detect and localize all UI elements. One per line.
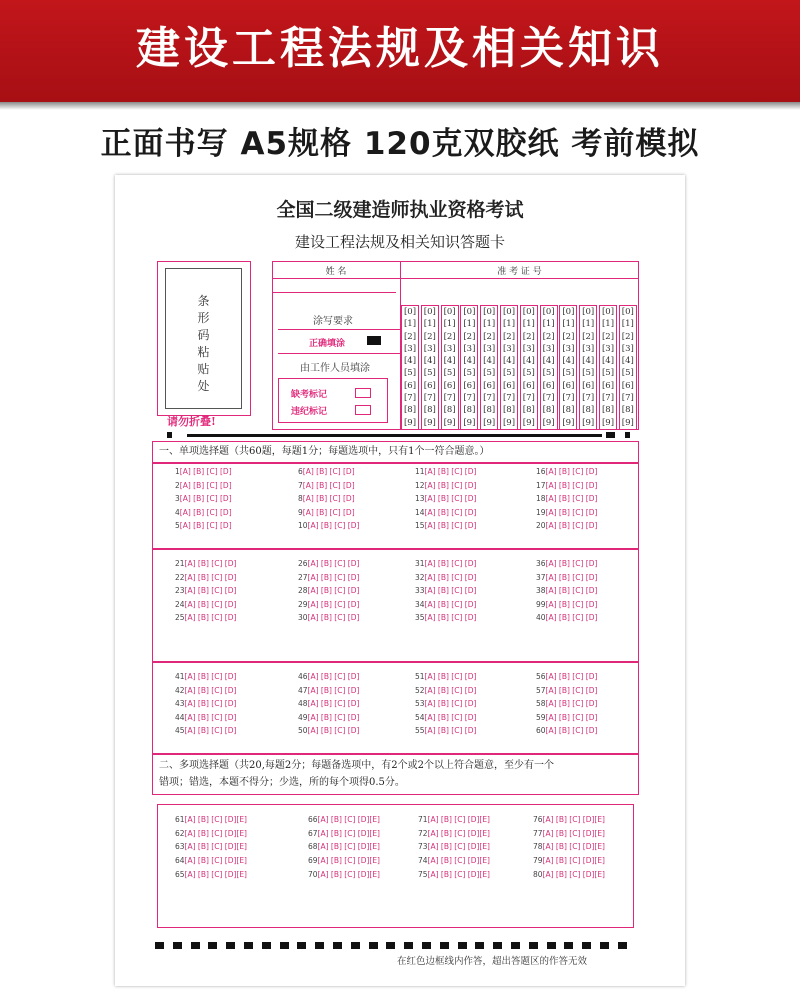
id-digit-bubble[interactable]: [0] bbox=[423, 307, 436, 317]
single-choice-question[interactable]: 15[A] [B] [C] [D] bbox=[415, 521, 477, 530]
single-choice-question[interactable]: 4[A] [B] [C] [D] bbox=[175, 507, 232, 517]
id-digit-bubble[interactable]: [4] bbox=[562, 356, 575, 367]
single-choice-question[interactable]: 10[A] [B] [C] [D] bbox=[298, 521, 360, 530]
id-digit-bubble[interactable]: [5] bbox=[621, 368, 634, 379]
id-digit-bubble[interactable]: [3] bbox=[542, 343, 555, 354]
id-digit-bubble[interactable]: [1] bbox=[601, 319, 615, 330]
barcode-area bbox=[157, 261, 251, 416]
id-digit-bubble[interactable]: [8] bbox=[423, 405, 436, 416]
id-digit-bubble[interactable]: [8] bbox=[483, 405, 496, 416]
id-digit-bubble[interactable]: [1] bbox=[443, 319, 456, 330]
violation-mark-label: 违纪标记 bbox=[291, 407, 328, 417]
id-digit-bubble[interactable]: [9] bbox=[542, 417, 555, 428]
footer-note: 在红色边框线内作答，超出答题区的作答无效 bbox=[397, 956, 588, 967]
id-digit-bubble[interactable]: [7] bbox=[483, 393, 496, 404]
single-choice-question[interactable]: 49[A] [B] [C] [D] bbox=[298, 712, 360, 722]
id-digit-bubble[interactable]: [2] bbox=[522, 331, 535, 342]
multi-choice-question[interactable]: 73[A] [B] [C] [D][E] bbox=[418, 842, 490, 852]
id-digit-bubble[interactable]: [7] bbox=[621, 393, 634, 404]
id-digit-bubble[interactable]: [9] bbox=[463, 417, 476, 428]
single-choice-question[interactable]: 21[A] [B] [C] [D] bbox=[175, 559, 237, 568]
single-choice-question[interactable]: 8[A] [B] [C] [D] bbox=[298, 494, 355, 503]
id-digit-bubble[interactable]: [8] bbox=[601, 405, 615, 416]
section2-instructions-2: 错项；错选，本题不得分；少选，所的每个项得0.5分。 bbox=[159, 777, 405, 788]
id-digit-bubble[interactable]: [6] bbox=[463, 380, 476, 391]
id-digit-bubble[interactable]: [9] bbox=[403, 417, 417, 428]
single-choice-question[interactable]: 28[A] [B] [C] [D] bbox=[298, 586, 360, 595]
id-digit-column[interactable] bbox=[421, 305, 439, 430]
id-digit-bubble[interactable]: [3] bbox=[483, 343, 496, 354]
id-digit-bubble[interactable]: [3] bbox=[562, 343, 575, 354]
id-digit-bubble[interactable]: [0] bbox=[463, 307, 476, 317]
id-digit-bubble[interactable]: [3] bbox=[403, 343, 417, 354]
single-choice-question[interactable]: 35[A] [B] [C] [D] bbox=[415, 613, 477, 622]
multi-choice-question[interactable]: 79[A] [B] [C] [D][E] bbox=[533, 856, 605, 866]
single-choice-question[interactable]: 16[A] [B] [C] [D] bbox=[536, 467, 598, 476]
id-digit-bubble[interactable]: [3] bbox=[582, 343, 595, 354]
id-digit-bubble[interactable]: [5] bbox=[463, 368, 476, 379]
multi-choice-question[interactable]: 67[A] [B] [C] [D][E] bbox=[308, 828, 380, 838]
multi-choice-question[interactable]: 76[A] [B] [C] [D][E] bbox=[533, 815, 605, 824]
multi-choice-question[interactable]: 65[A] [B] [C] [D][E] bbox=[175, 869, 247, 879]
id-digit-bubble[interactable]: [6] bbox=[403, 380, 417, 391]
id-digit-bubble[interactable]: [8] bbox=[463, 405, 476, 416]
id-digit-bubble[interactable]: [7] bbox=[502, 393, 516, 404]
id-digit-bubble[interactable]: [9] bbox=[601, 417, 615, 428]
name-field[interactable] bbox=[272, 279, 400, 292]
violation-checkbox[interactable] bbox=[355, 405, 371, 415]
id-digit-column[interactable] bbox=[619, 305, 637, 430]
id-digit-bubble[interactable]: [6] bbox=[621, 380, 634, 391]
id-digit-bubble[interactable]: [4] bbox=[483, 356, 496, 367]
id-digit-bubble[interactable]: [6] bbox=[582, 380, 595, 391]
multi-choice-question[interactable]: 80[A] [B] [C] [D][E] bbox=[533, 869, 605, 879]
filled-sample-icon bbox=[367, 336, 381, 345]
id-label: 准 考 证 号 bbox=[497, 267, 542, 277]
id-digit-column[interactable] bbox=[520, 305, 538, 430]
id-digit-bubble[interactable]: [7] bbox=[522, 393, 535, 404]
single-choice-question[interactable]: 44[A] [B] [C] [D] bbox=[175, 712, 237, 722]
multi-choice-question[interactable]: 64[A] [B] [C] [D][E] bbox=[175, 856, 247, 866]
id-digit-bubble[interactable]: [2] bbox=[423, 331, 436, 342]
multi-choice-question[interactable]: 63[A] [B] [C] [D][E] bbox=[175, 842, 247, 852]
id-digit-bubble[interactable]: [0] bbox=[403, 307, 417, 317]
single-choice-question[interactable]: 52[A] [B] [C] [D] bbox=[415, 685, 477, 695]
id-digit-column[interactable] bbox=[540, 305, 558, 430]
id-digit-bubble[interactable]: [5] bbox=[522, 368, 535, 379]
id-digit-bubble[interactable]: [2] bbox=[443, 331, 456, 342]
id-digit-bubble[interactable]: [9] bbox=[522, 417, 535, 428]
id-digit-bubble[interactable]: [2] bbox=[542, 331, 555, 342]
id-digit-bubble[interactable]: [1] bbox=[403, 319, 417, 330]
id-digit-bubble[interactable]: [9] bbox=[582, 417, 595, 428]
absent-checkbox[interactable] bbox=[355, 388, 371, 398]
single-choice-question[interactable]: 23[A] [B] [C] [D] bbox=[175, 586, 237, 595]
id-digit-bubble[interactable]: [7] bbox=[423, 393, 436, 404]
single-choice-question[interactable]: 99[A] [B] [C] [D] bbox=[536, 599, 598, 609]
multi-choice-question[interactable]: 61[A] [B] [C] [D][E] bbox=[175, 815, 247, 824]
id-digit-bubble[interactable]: [2] bbox=[502, 331, 516, 342]
single-choice-question[interactable]: 5[A] [B] [C] [D] bbox=[175, 521, 232, 530]
single-choice-question[interactable]: 1[A] [B] [C] [D] bbox=[175, 467, 232, 476]
single-choice-question[interactable]: 22[A] [B] [C] [D] bbox=[175, 572, 237, 582]
single-choice-question[interactable]: 45[A] [B] [C] [D] bbox=[175, 726, 237, 735]
id-digit-bubble[interactable]: [7] bbox=[403, 393, 417, 404]
single-choice-question[interactable]: 41[A] [B] [C] [D] bbox=[175, 672, 237, 681]
id-digit-bubble[interactable]: [7] bbox=[463, 393, 476, 404]
multi-choice-question[interactable]: 71[A] [B] [C] [D][E] bbox=[418, 815, 490, 824]
single-choice-question[interactable]: 36[A] [B] [C] [D] bbox=[536, 559, 598, 568]
card-title: 建设工程法规及相关知识答题卡 bbox=[294, 233, 505, 251]
single-choice-question[interactable]: 30[A] [B] [C] [D] bbox=[298, 613, 360, 622]
id-digit-column[interactable] bbox=[460, 305, 478, 430]
single-choice-question[interactable]: 56[A] [B] [C] [D] bbox=[536, 672, 598, 681]
single-choice-question[interactable]: 11[A] [B] [C] [D] bbox=[415, 467, 477, 476]
id-digit-bubble[interactable]: [8] bbox=[403, 405, 417, 416]
id-digit-bubble[interactable]: [1] bbox=[542, 319, 555, 330]
single-choice-question[interactable]: 20[A] [B] [C] [D] bbox=[536, 521, 598, 530]
id-digit-bubble[interactable]: [7] bbox=[582, 393, 595, 404]
multi-choice-question[interactable]: 74[A] [B] [C] [D][E] bbox=[418, 856, 490, 866]
id-digit-bubble[interactable]: [0] bbox=[522, 307, 535, 317]
single-choice-question[interactable]: 14[A] [B] [C] [D] bbox=[415, 507, 477, 517]
id-digit-bubble[interactable]: [8] bbox=[582, 405, 595, 416]
id-digit-bubble[interactable]: [9] bbox=[483, 417, 496, 428]
id-digit-bubble[interactable]: [4] bbox=[542, 356, 555, 367]
single-choice-question[interactable]: 27[A] [B] [C] [D] bbox=[298, 572, 360, 582]
product-subtitle: 正面书写 A5规格 120克双胶纸 考前模拟 bbox=[100, 126, 700, 162]
id-digit-bubble[interactable]: [4] bbox=[522, 356, 535, 367]
id-digit-bubble[interactable]: [6] bbox=[522, 380, 535, 391]
id-digit-bubble[interactable]: [5] bbox=[443, 368, 456, 379]
banner-title: 建设工程法规及相关知识 bbox=[0, 0, 800, 102]
id-digit-bubble[interactable]: [5] bbox=[483, 368, 496, 379]
single-choice-question[interactable]: 47[A] [B] [C] [D] bbox=[298, 685, 360, 695]
single-choice-question[interactable]: 17[A] [B] [C] [D] bbox=[536, 480, 598, 490]
single-choice-question[interactable]: 54[A] [B] [C] [D] bbox=[415, 712, 477, 722]
id-digit-bubble[interactable]: [2] bbox=[601, 331, 615, 342]
id-digit-bubble[interactable]: [4] bbox=[502, 356, 516, 367]
id-digit-bubble[interactable]: [3] bbox=[423, 343, 436, 354]
id-digit-bubble[interactable]: [8] bbox=[502, 405, 516, 416]
id-digit-bubble[interactable]: [1] bbox=[582, 319, 595, 330]
id-digit-column[interactable] bbox=[500, 305, 518, 430]
correct-fill-label: 正确填涂 bbox=[309, 339, 346, 349]
id-digit-bubble[interactable]: [8] bbox=[542, 405, 555, 416]
id-digit-bubble[interactable]: [4] bbox=[601, 356, 615, 367]
multi-choice-question[interactable]: 75[A] [B] [C] [D][E] bbox=[418, 869, 490, 879]
multi-choice-question[interactable]: 70[A] [B] [C] [D][E] bbox=[308, 869, 380, 879]
single-choice-question[interactable]: 42[A] [B] [C] [D] bbox=[175, 685, 237, 695]
id-digit-bubble[interactable]: [6] bbox=[601, 380, 615, 391]
id-digit-bubble[interactable]: [5] bbox=[601, 368, 615, 379]
id-digit-bubble[interactable]: [0] bbox=[502, 307, 516, 317]
id-digit-bubble[interactable]: [5] bbox=[562, 368, 575, 379]
id-digit-bubble[interactable]: [8] bbox=[522, 405, 535, 416]
id-digit-bubble[interactable]: [6] bbox=[483, 380, 496, 391]
single-choice-question[interactable]: 37[A] [B] [C] [D] bbox=[536, 572, 598, 582]
id-digit-bubble[interactable]: [6] bbox=[502, 380, 516, 391]
single-choice-question[interactable]: 55[A] [B] [C] [D] bbox=[415, 726, 477, 735]
name-label: 姓 名 bbox=[325, 267, 347, 277]
id-digit-bubble[interactable]: [5] bbox=[403, 368, 417, 379]
id-digit-bubble[interactable]: [1] bbox=[483, 319, 496, 330]
id-digit-bubble[interactable]: [8] bbox=[562, 405, 575, 416]
id-digit-bubble[interactable]: [2] bbox=[621, 331, 634, 342]
id-digit-column[interactable] bbox=[579, 305, 597, 430]
id-digit-bubble[interactable]: [1] bbox=[502, 319, 516, 330]
id-digit-bubble[interactable]: [4] bbox=[582, 356, 595, 367]
single-choice-question[interactable]: 43[A] [B] [C] [D] bbox=[175, 699, 237, 708]
fill-requirement: 涂写要求 bbox=[313, 316, 353, 327]
single-choice-question[interactable]: 19[A] [B] [C] [D] bbox=[536, 507, 598, 517]
id-digit-bubble[interactable]: [1] bbox=[463, 319, 476, 330]
id-digit-bubble[interactable]: [1] bbox=[621, 319, 634, 330]
multi-choice-question[interactable]: 77[A] [B] [C] [D][E] bbox=[533, 828, 605, 838]
id-digit-bubble[interactable]: [6] bbox=[423, 380, 436, 391]
single-choice-question[interactable]: 9[A] [B] [C] [D] bbox=[298, 507, 355, 517]
id-digit-bubble[interactable]: [5] bbox=[542, 368, 555, 379]
id-digit-bubble[interactable]: [8] bbox=[443, 405, 456, 416]
id-digit-bubble[interactable]: [0] bbox=[542, 307, 555, 317]
id-digit-column[interactable] bbox=[559, 305, 577, 430]
id-digit-bubble[interactable]: [0] bbox=[582, 307, 595, 317]
id-digit-bubble[interactable]: [1] bbox=[562, 319, 575, 330]
absent-mark-label: 缺考标记 bbox=[291, 390, 328, 400]
id-digit-bubble[interactable]: [9] bbox=[443, 417, 456, 428]
single-choice-question[interactable]: 34[A] [B] [C] [D] bbox=[415, 599, 477, 609]
id-digit-bubble[interactable]: [2] bbox=[403, 331, 417, 342]
section1-instructions: 一、单项选择题（共60题，每题1分；每题选项中，只有1个一符合题意。） bbox=[159, 446, 490, 457]
id-digit-bubble[interactable]: [3] bbox=[502, 343, 516, 354]
single-choice-question[interactable]: 25[A] [B] [C] [D] bbox=[175, 613, 237, 622]
id-digit-bubble[interactable]: [5] bbox=[502, 368, 516, 379]
staff-fill-label: 由工作人员填涂 bbox=[300, 363, 370, 374]
banner-shadow bbox=[0, 102, 800, 110]
id-digit-bubble[interactable]: [0] bbox=[601, 307, 615, 317]
id-digit-bubble[interactable]: [0] bbox=[562, 307, 575, 317]
single-choice-question[interactable]: 2[A] [B] [C] [D] bbox=[175, 480, 232, 490]
id-digit-bubble[interactable]: [5] bbox=[423, 368, 436, 379]
id-digit-bubble[interactable]: [7] bbox=[601, 393, 615, 404]
id-digit-bubble[interactable]: [4] bbox=[403, 356, 417, 367]
answer-sheet bbox=[115, 175, 685, 986]
id-digit-bubble[interactable]: [3] bbox=[443, 343, 456, 354]
id-digit-bubble[interactable]: [9] bbox=[423, 417, 436, 428]
barcode-label: 条 形 码 粘 贴 处 bbox=[197, 294, 210, 393]
id-digit-bubble[interactable]: [5] bbox=[582, 368, 595, 379]
single-choice-question[interactable]: 50[A] [B] [C] [D] bbox=[298, 726, 360, 735]
no-fold-notice: 请勿折叠! bbox=[167, 415, 216, 428]
single-choice-question[interactable]: 33[A] [B] [C] [D] bbox=[415, 586, 477, 595]
single-choice-question[interactable]: 32[A] [B] [C] [D] bbox=[415, 572, 477, 582]
single-choice-question[interactable]: 51[A] [B] [C] [D] bbox=[415, 672, 477, 681]
single-choice-question[interactable]: 31[A] [B] [C] [D] bbox=[415, 559, 477, 568]
id-digit-bubble[interactable]: [6] bbox=[562, 380, 575, 391]
id-digit-bubble[interactable]: [3] bbox=[463, 343, 476, 354]
single-choice-question[interactable]: 40[A] [B] [C] [D] bbox=[536, 613, 598, 622]
single-choice-question[interactable]: 59[A] [B] [C] [D] bbox=[536, 712, 598, 722]
id-digit-bubble[interactable]: [3] bbox=[601, 343, 615, 354]
id-digit-bubble[interactable]: [2] bbox=[582, 331, 595, 342]
single-choice-question[interactable]: 38[A] [B] [C] [D] bbox=[536, 586, 598, 595]
id-digit-bubble[interactable]: [4] bbox=[443, 356, 456, 367]
single-choice-question[interactable]: 18[A] [B] [C] [D] bbox=[536, 494, 598, 503]
id-digit-bubble[interactable]: [0] bbox=[443, 307, 456, 317]
single-choice-question[interactable]: 60[A] [B] [C] [D] bbox=[536, 726, 598, 735]
id-digit-bubble[interactable]: [7] bbox=[443, 393, 456, 404]
single-choice-question[interactable]: 7[A] [B] [C] [D] bbox=[298, 480, 355, 490]
id-digit-bubble[interactable]: [4] bbox=[423, 356, 436, 367]
multi-choice-question[interactable]: 62[A] [B] [C] [D][E] bbox=[175, 828, 247, 838]
id-digit-bubble[interactable]: [9] bbox=[502, 417, 516, 428]
id-digit-bubble[interactable]: [7] bbox=[562, 393, 575, 404]
single-choice-question[interactable]: 26[A] [B] [C] [D] bbox=[298, 559, 360, 568]
id-digit-column[interactable] bbox=[441, 305, 459, 430]
single-choice-question[interactable]: 3[A] [B] [C] [D] bbox=[175, 494, 232, 503]
single-choice-question[interactable]: 58[A] [B] [C] [D] bbox=[536, 699, 598, 708]
id-digit-bubble[interactable]: [6] bbox=[443, 380, 456, 391]
id-digit-bubble[interactable]: [0] bbox=[483, 307, 496, 317]
single-choice-question[interactable]: 12[A] [B] [C] [D] bbox=[415, 480, 477, 490]
id-digit-bubble[interactable]: [2] bbox=[463, 331, 476, 342]
id-digit-bubble[interactable]: [2] bbox=[562, 331, 575, 342]
id-digit-bubble[interactable]: [1] bbox=[522, 319, 535, 330]
single-choice-question[interactable]: 29[A] [B] [C] [D] bbox=[298, 599, 360, 609]
id-digit-bubble[interactable]: [1] bbox=[423, 319, 436, 330]
single-choice-question[interactable]: 53[A] [B] [C] [D] bbox=[415, 699, 477, 708]
single-choice-question[interactable]: 57[A] [B] [C] [D] bbox=[536, 685, 598, 695]
multi-choice-question[interactable]: 78[A] [B] [C] [D][E] bbox=[533, 842, 605, 852]
id-digit-bubble[interactable]: [4] bbox=[463, 356, 476, 367]
id-digit-column[interactable] bbox=[401, 305, 419, 430]
id-digit-bubble[interactable]: [9] bbox=[621, 417, 634, 428]
single-choice-question[interactable]: 48[A] [B] [C] [D] bbox=[298, 699, 360, 708]
id-digit-bubble[interactable]: [8] bbox=[621, 405, 634, 416]
multi-choice-question[interactable]: 72[A] [B] [C] [D][E] bbox=[418, 828, 490, 838]
id-digit-column[interactable] bbox=[480, 305, 498, 430]
single-choice-question[interactable]: 46[A] [B] [C] [D] bbox=[298, 672, 360, 681]
exam-title: 全国二级建造师执业资格考试 bbox=[276, 199, 524, 221]
id-digit-column[interactable] bbox=[599, 305, 617, 430]
single-choice-question[interactable]: 6[A] [B] [C] [D] bbox=[298, 467, 355, 476]
multi-choice-question[interactable]: 68[A] [B] [C] [D][E] bbox=[308, 842, 380, 852]
id-digit-bubble[interactable]: [6] bbox=[542, 380, 555, 391]
single-choice-question[interactable]: 24[A] [B] [C] [D] bbox=[175, 599, 237, 609]
id-digit-bubble[interactable]: [9] bbox=[562, 417, 575, 428]
multi-choice-question[interactable]: 69[A] [B] [C] [D][E] bbox=[308, 856, 380, 866]
id-digit-bubble[interactable]: [3] bbox=[522, 343, 535, 354]
id-digit-bubble[interactable]: [7] bbox=[542, 393, 555, 404]
id-field[interactable] bbox=[400, 279, 639, 292]
id-digit-bubble[interactable]: [2] bbox=[483, 331, 496, 342]
id-digit-bubble[interactable]: [4] bbox=[621, 356, 634, 367]
id-digit-bubble[interactable]: [0] bbox=[621, 307, 634, 317]
id-digit-bubble[interactable]: [3] bbox=[621, 343, 634, 354]
single-choice-question[interactable]: 13[A] [B] [C] [D] bbox=[415, 494, 477, 503]
multi-choice-question[interactable]: 66[A] [B] [C] [D][E] bbox=[308, 815, 380, 824]
section2-instructions-1: 二、多项选择题（共20,每题2分；每题备选项中，有2个或2个以上符合题意，至少有一个 bbox=[159, 760, 554, 771]
